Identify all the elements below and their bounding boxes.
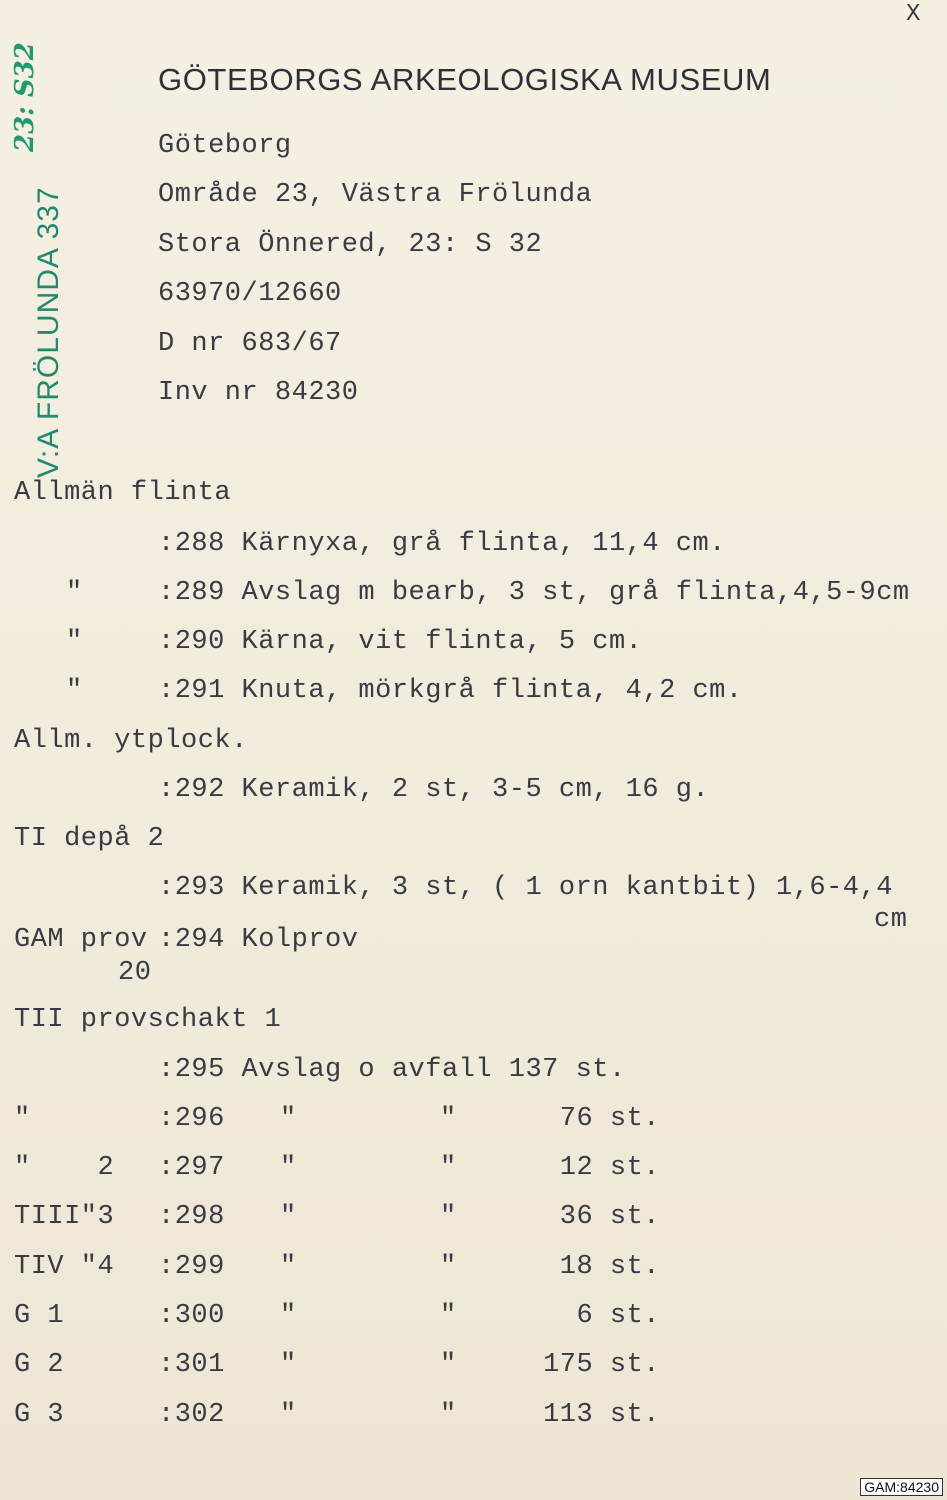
section-allm-ytplock: Allm. ytplock.	[14, 726, 248, 756]
row-count: 12 st.	[559, 1153, 660, 1183]
row-prefix: " 2	[14, 1153, 115, 1183]
row-prefix: TIV "4	[14, 1252, 115, 1282]
item-291: :291 Knuta, mörkgrå flinta, 4,2 cm.	[158, 676, 743, 706]
section-ti-depa: TI depå 2	[14, 824, 165, 854]
header-line-invnr: Inv nr 84230	[158, 378, 359, 408]
row-count: 175 st.	[543, 1350, 660, 1380]
row-prefix: "	[14, 1104, 31, 1134]
handwritten-number: 23: S32	[10, 42, 40, 152]
gam-prov-number: 20	[118, 958, 152, 988]
row-catalog-number: :298	[158, 1202, 225, 1232]
ditto-mark: "	[440, 1202, 457, 1232]
ditto-mark: "	[280, 1350, 297, 1380]
ditto-mark: "	[280, 1153, 297, 1183]
row-prefix: G 2	[14, 1350, 65, 1380]
ditto-mark: "	[440, 1350, 457, 1380]
header-line-site: Stora Önnered, 23: S 32	[158, 230, 543, 260]
ditto-mark: "	[440, 1104, 457, 1134]
ditto-mark: "	[440, 1301, 457, 1331]
row-count: 113 st.	[543, 1400, 660, 1430]
item-295: :295 Avslag o avfall 137 st.	[158, 1055, 626, 1085]
ditto-mark: "	[440, 1153, 457, 1183]
row-count: 76 st.	[559, 1104, 660, 1134]
item-290: :290 Kärna, vit flinta, 5 cm.	[158, 627, 643, 657]
row-count: 36 st.	[559, 1202, 660, 1232]
museum-title: GÖTEBORGS ARKEOLOGISKA MUSEUM	[158, 62, 772, 97]
row-count: 6 st.	[576, 1301, 660, 1331]
row-catalog-number: :300	[158, 1301, 225, 1331]
location-stamp: V:A FRÖLUNDA 337	[32, 186, 65, 478]
row-count: 18 st.	[559, 1252, 660, 1282]
row-prefix: TIII"3	[14, 1202, 115, 1232]
item-293-unit: cm	[874, 905, 908, 935]
ditto-mark: "	[66, 578, 83, 608]
ditto-mark: "	[66, 676, 83, 706]
section-allman-flinta: Allmän flinta	[14, 478, 232, 508]
ditto-mark: "	[280, 1104, 297, 1134]
section-gam-prov: GAM prov	[14, 925, 148, 955]
row-catalog-number: :297	[158, 1153, 225, 1183]
item-293: :293 Keramik, 3 st, ( 1 orn kantbit) 1,6-4,4	[158, 873, 893, 903]
ditto-mark: "	[280, 1301, 297, 1331]
row-catalog-number: :296	[158, 1104, 225, 1134]
ditto-mark: "	[440, 1400, 457, 1430]
header-line-area: Område 23, Västra Frölunda	[158, 180, 593, 210]
ditto-mark: "	[280, 1400, 297, 1430]
row-catalog-number: :299	[158, 1252, 225, 1282]
corner-mark: X	[906, 1, 921, 28]
header-line-city: Göteborg	[158, 131, 292, 161]
section-tii: TII provschakt 1	[14, 1005, 282, 1035]
row-prefix: G 3	[14, 1400, 65, 1430]
row-catalog-number: :302	[158, 1400, 225, 1430]
item-289: :289 Avslag m bearb, 3 st, grå flinta,4,5-9cm	[158, 578, 910, 608]
item-294: :294 Kolprov	[158, 925, 359, 955]
archive-label: GAM:84230	[860, 1478, 943, 1496]
row-prefix: G 1	[14, 1301, 65, 1331]
ditto-mark: "	[66, 627, 83, 657]
ditto-mark: "	[280, 1202, 297, 1232]
ditto-mark: "	[440, 1252, 457, 1282]
row-catalog-number: :301	[158, 1350, 225, 1380]
item-288: :288 Kärnyxa, grå flinta, 11,4 cm.	[158, 529, 726, 559]
header-line-coords: 63970/12660	[158, 279, 342, 309]
ditto-mark: "	[280, 1252, 297, 1282]
header-line-dnr: D nr 683/67	[158, 329, 342, 359]
item-292: :292 Keramik, 2 st, 3-5 cm, 16 g.	[158, 775, 710, 805]
